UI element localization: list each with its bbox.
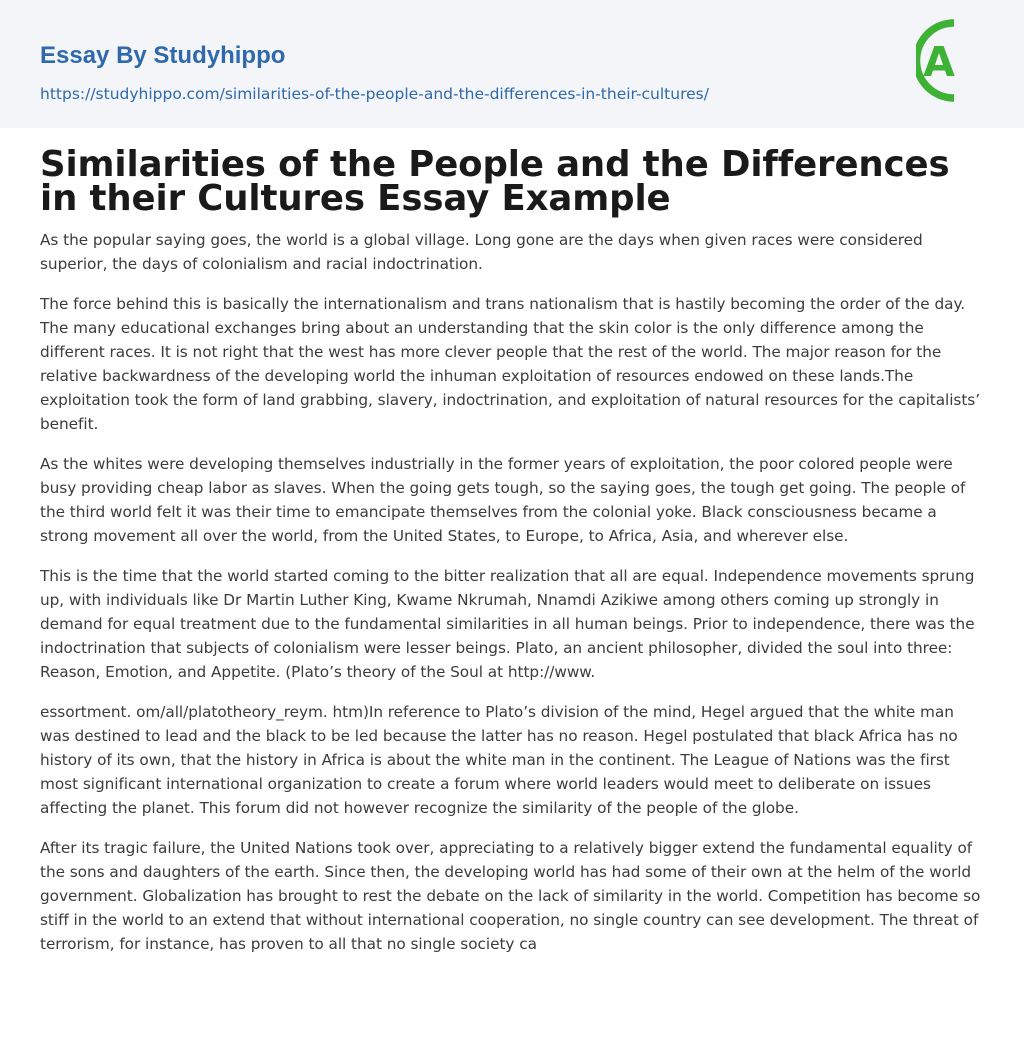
circle-a-logo-icon[interactable] bbox=[916, 19, 986, 104]
site-header bbox=[0, 0, 1024, 128]
paragraph-4: This is the time that the world started coming to the bitter realization that all are equal. Independence movements sprung up, with individuals like Dr Martin Luther King, Kwame Nkrumah, Nnamdi Azikiwe among others coming up strongly in demand for equal treatment due to the fundamental similarities in all human beings. Prior to independence, there was the indoctrination that subjects of colonialism were lesser beings. Plato, an ancient philosopher, divided the soul into three: Reason, Emotion, and Appetite. (Plato’s theory of the Soul at http://www. bbox=[40, 567, 975, 681]
site-brand[interactable]: Essay By Studyhippo bbox=[40, 42, 286, 69]
paragraph-1: As the popular saying goes, the world is a global village. Long gone are the days when given races were considered superior, the days of colonialism and racial indoctrination. bbox=[40, 231, 923, 273]
paragraph-6: After its tragic failure, the United Nations took over, appreciating to a relatively bigger extend the fundamental equality of the sons and daughters of the earth. Since then, the developing world has had some of their own at the helm of the world government. Globalization has brought to rest the debate on the lack of similarity in the world. Competition has become so stiff in the world to an extend that without international cooperation, no single country can see development. The threat of terrorism, for instance, has proven to all that no single society ca bbox=[40, 839, 981, 953]
paragraph-3: As the whites were developing themselves industrially in the former years of exploitation, the poor colored people were busy providing cheap labor as slaves. When the going gets tough, so the saying goes, the tough get going. The people of the third world felt it was their time to emancipate themselves from the colonial yoke. Black consciousness became a strong movement all over the world, from the United States, to Europe, to Africa, Asia, and wherever else. bbox=[40, 455, 966, 545]
logo-letter: A bbox=[923, 38, 955, 86]
page-url-link[interactable]: https://studyhippo.com/similarities-of-the-people-and-the-differences-in-their-cultures/ bbox=[40, 85, 709, 103]
page-title: Similarities of the People and the Differences in their Cultures Essay Example bbox=[40, 144, 950, 219]
paragraph-5: essortment. om/all/platotheory_reym. htm)In reference to Plato’s division of the mind, Hegel argued that the white man was destined to lead and the black to be led because the latter has no reason. Hegel postulated that black Africa has no history of its own, that the history in Africa is about the white man in the continent. The League of Nations was the first most significant international organization to create a forum where world leaders would meet to deliberate on issues affecting the planet. This forum did not however recognize the similarity of the people of the globe. bbox=[40, 703, 958, 817]
paragraph-2: The force behind this is basically the internationalism and trans nationalism that is hastily becoming the order of the day. The many educational exchanges bring about an understanding that the skin color is the only difference among the different races. It is not right that the west has more clever people that the rest of the world. The major reason for the relative backwardness of the developing world the inhuman exploitation of resources endowed on these lands.The exploitation took the form of land grabbing, slavery, indoctrination, and exploitation of natural resources for the capitalists’ benefit. bbox=[40, 295, 981, 433]
article-body bbox=[40, 228, 984, 956]
article bbox=[0, 128, 1024, 956]
